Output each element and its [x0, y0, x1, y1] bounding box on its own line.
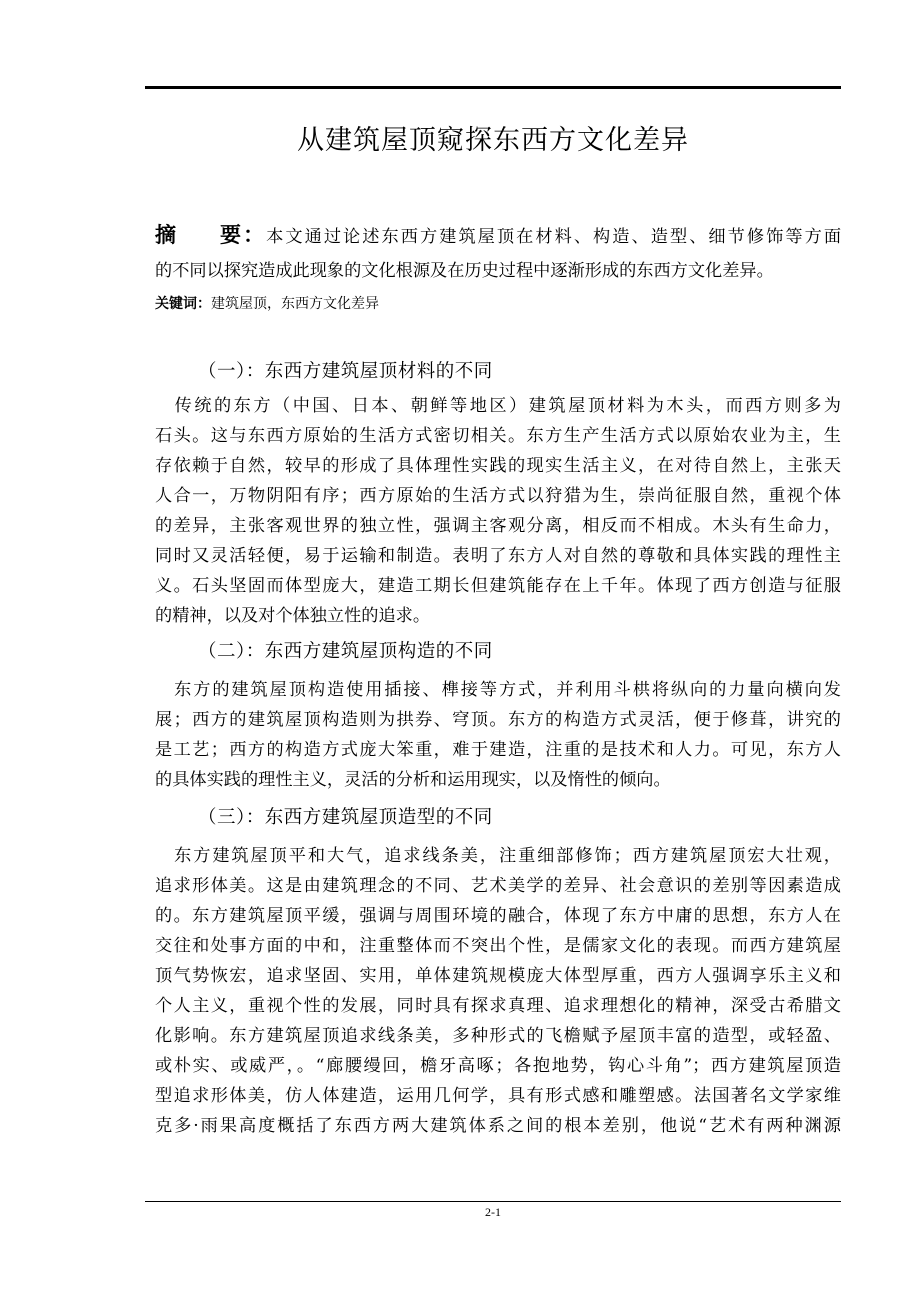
paragraph-line: 或朴实、或威严，。“廊腰缦回，檐牙高啄；各抱地势，钩心斗角”；西方建筑屋顶造 — [155, 1056, 841, 1076]
keywords — [155, 294, 841, 314]
paragraph-line: 石头。这与东西方原始的生活方式密切相关。东方生产生活方式以原始农业为主，生 — [155, 426, 841, 446]
abstract-text-1: 本文通过论述东西方建筑屋顶在材料、构造、造型、细节修饰等方面 — [266, 227, 842, 247]
paragraph-line: 的精神，以及对个体独立性的追求。 — [155, 606, 431, 626]
paragraph-line: 交往和处事方面的中和，注重整体而不突出个性，是儒家文化的表现。而西方建筑屋 — [155, 936, 841, 956]
abstract-label — [155, 223, 266, 247]
paragraph-line: 义。石头坚固而体型庞大，建造工期长但建筑能存在上千年。体现了西方创造与征服 — [155, 576, 841, 596]
section-heading-3: （三）：东西方建筑屋顶造型的不同 — [198, 807, 493, 828]
paragraph-line: 是工艺；西方的构造方式庞大笨重，难于建造，注重的是技术和人力。可见，东方人 — [155, 740, 841, 760]
abstract — [155, 218, 841, 288]
paragraph-line: 的。东方建筑屋顶平缓，强调与周围环境的融合，体现了东方中庸的思想，东方人在 — [155, 906, 841, 926]
paragraph-line: 东方的建筑屋顶构造使用插接、榫接等方式，并利用斗栱将纵向的力量向横向发 — [155, 680, 841, 700]
paragraph-line: 的差异，主张客观世界的独立性，强调主客观分离，相反而不相成。木头有生命力， — [155, 516, 841, 536]
paragraph-line: 追求形体美。这是由建筑理念的不同、艺术美学的差异、社会意识的差别等因素造成 — [155, 876, 841, 896]
paragraph-line: 型追求形体美，仿人体建造，运用几何学，具有形式感和雕塑感。法国著名文学家维 — [155, 1086, 841, 1106]
paragraph-line: 传统的东方（中国、日本、朝鲜等地区）建筑屋顶材料为木头，而西方则多为 — [155, 396, 841, 416]
section-3-body — [155, 841, 841, 1141]
paragraph-line: 的具体实践的理性主义，灵活的分析和运用现实，以及惰性的倾向。 — [155, 770, 671, 790]
paragraph-line: 展；西方的建筑屋顶构造则为拱券、穹顶。东方的构造方式灵活，便于修葺，讲究的 — [155, 710, 841, 730]
footer-rule — [145, 1201, 841, 1202]
document-body — [155, 218, 841, 1141]
paragraph-line: 个人主义，重视个性的发展，同时具有探求真理、追求理想化的精神，深受古希腊文 — [155, 996, 841, 1016]
abstract-line-2: 的不同以探究造成此现象的文化根源及在历史过程中逐渐形成的东西方文化差异。 — [155, 261, 774, 281]
spacer — [155, 314, 841, 357]
paragraph-line: 东方建筑屋顶平和大气，追求线条美，注重细部修饰；西方建筑屋顶宏大壮观， — [155, 846, 841, 866]
section-1-body — [155, 391, 841, 631]
paragraph-line: 存依赖于自然，较早的形成了具体理性实践的现实生活主义，在对待自然上，主张天 — [155, 456, 841, 476]
paragraph-line: 顶气势恢宏，追求坚固、实用，单体建筑规模庞大体型厚重，西方人强调享乐主义和 — [155, 966, 841, 986]
paragraph-line: 同时又灵活轻便，易于运输和制造。表明了东方人对自然的尊敬和具体实践的理性主 — [155, 546, 841, 566]
page-number: 2-1 — [485, 1205, 501, 1219]
abstract-line-1 — [155, 218, 841, 254]
paragraph-line: 化影响。东方建筑屋顶追求线条美，多种形式的飞檐赋予屋顶丰富的造型，或轻盈、 — [155, 1026, 841, 1046]
section-2-body — [155, 675, 841, 795]
keywords-value: 建筑屋顶，东西方文化差异 — [211, 296, 379, 312]
keywords-label: 关键词： — [155, 296, 211, 312]
section-heading-2: （二）：东西方建筑屋顶构造的不同 — [198, 641, 493, 662]
abstract-label-char-1: 摘 — [155, 223, 179, 247]
abstract-label-char-2: 要： — [220, 223, 267, 247]
paragraph-line: 人合一，万物阴阳有序；西方原始的生活方式以狩猎为生，崇尚征服自然，重视个体 — [155, 486, 841, 506]
paragraph-line: 克多·雨果高度概括了东西方两大建筑体系之间的根本差别，他说“艺术有两种渊源 — [155, 1116, 841, 1136]
section-heading-1: （一）：东西方建筑屋顶材料的不同 — [198, 361, 493, 382]
document-title: 从建筑屋顶窥探东西方文化差异 — [297, 125, 689, 156]
header-rule — [145, 86, 841, 89]
